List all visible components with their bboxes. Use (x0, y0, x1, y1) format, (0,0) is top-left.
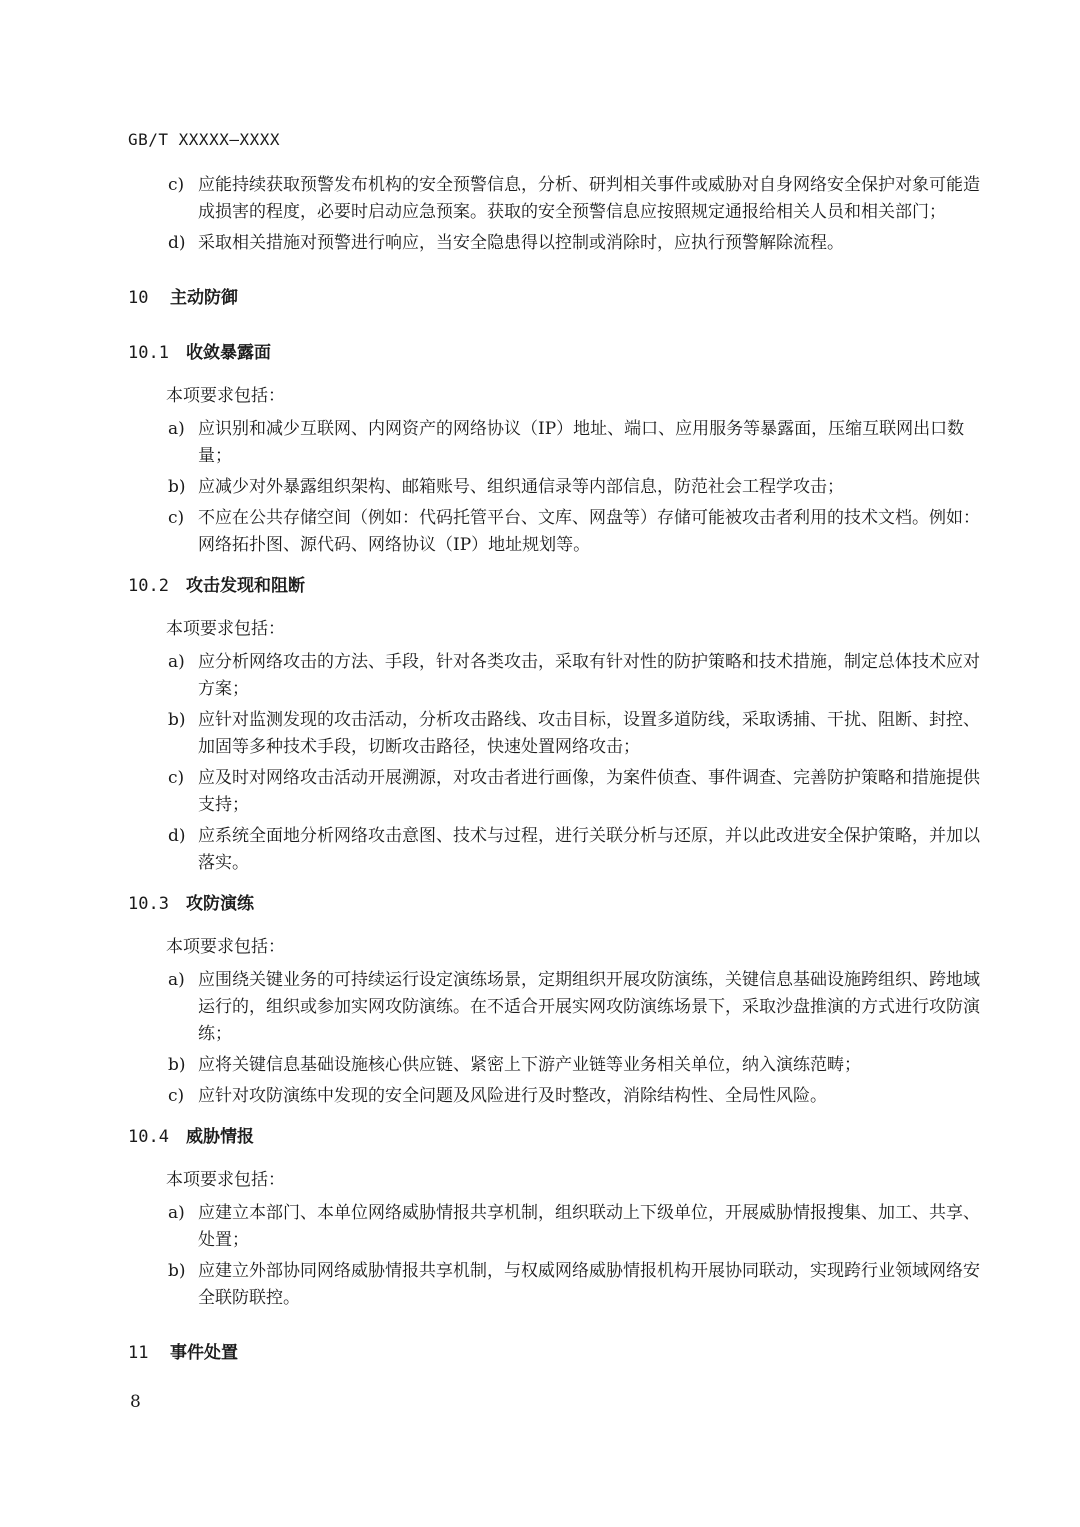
list-text: 应针对监测发现的攻击活动，分析攻击路线、攻击目标，设置多道防线，采取诱捕、干扰、阻断、封控、加固等多种技术手段，切断攻击路径，快速处置网络攻击； (198, 710, 980, 757)
list-marker: a) (168, 652, 185, 672)
list-marker: c) (168, 1086, 185, 1106)
list-item (128, 1052, 980, 1079)
list-text: 应针对攻防演练中发现的安全问题及风险进行及时整改，消除结构性、全局性风险。 (198, 1086, 827, 1106)
subsection-number: 10.3 (128, 894, 169, 914)
requirements-intro: 本项要求包括： (166, 1170, 285, 1190)
section-title: 主动防御 (170, 288, 238, 308)
section-heading-10 (128, 285, 980, 312)
section-title: 事件处置 (170, 1343, 238, 1363)
requirements-intro: 本项要求包括： (166, 937, 285, 957)
list-item (128, 230, 980, 257)
subsection-title: 威胁情报 (186, 1127, 254, 1147)
list-text: 应将关键信息基础设施核心供应链、紧密上下游产业链等业务相关单位，纳入演练范畴； (198, 1055, 861, 1075)
list-item (128, 172, 980, 226)
list-text: 应系统全面地分析网络攻击意图、技术与过程，进行关联分析与还原，并以此改进安全保护策略，并加以落实。 (198, 826, 980, 873)
list-marker: b) (168, 477, 186, 497)
list-item (128, 474, 980, 501)
list-marker: d) (168, 826, 186, 846)
list-item (128, 505, 980, 559)
list-text: 不应在公共存储空间（例如：代码托管平台、文库、网盘等）存储可能被攻击者利用的技术文档。例如：网络拓扑图、源代码、网络协议（IP）地址规划等。 (198, 508, 980, 555)
list-text: 应建立本部门、本单位网络威胁情报共享机制，组织联动上下级单位，开展威胁情报搜集、加工、共享、处置； (198, 1203, 980, 1250)
subsection-title: 攻防演练 (186, 894, 254, 914)
list-item (128, 1200, 980, 1254)
list-marker: b) (168, 1055, 186, 1075)
requirements-intro: 本项要求包括： (166, 386, 285, 406)
list-marker: a) (168, 970, 185, 990)
list-item (128, 823, 980, 877)
list-marker: b) (168, 710, 186, 730)
requirements-intro: 本项要求包括： (166, 619, 285, 639)
list-text: 应识别和减少互联网、内网资产的网络协议（IP）地址、端口、应用服务等暴露面，压缩互联网出口数量； (198, 419, 965, 466)
subsection-number: 10.2 (128, 576, 169, 596)
document-code-header: GB/T XXXXX—XXXX (128, 130, 280, 149)
list-marker: c) (168, 175, 185, 195)
list-text: 应能持续获取预警发布机构的安全预警信息，分析、研判相关事件或威胁对自身网络安全保护对象可能造成损害的程度，必要时启动应急预案。获取的安全预警信息应按照规定通报给相关人员和相关部门； (198, 175, 980, 222)
list-marker: c) (168, 508, 185, 528)
section-number: 11 (128, 1343, 149, 1363)
subsection-heading-10-4 (128, 1124, 980, 1151)
list-text: 应及时对网络攻击活动开展溯源，对攻击者进行画像，为案件侦查、事件调查、完善防护策略和措施提供支持； (198, 768, 980, 815)
list-marker: a) (168, 419, 185, 439)
subsection-title: 攻击发现和阻断 (186, 576, 305, 596)
list-text: 应分析网络攻击的方法、手段，针对各类攻击，采取有针对性的防护策略和技术措施，制定总体技术应对方案； (198, 652, 980, 699)
list-marker: d) (168, 233, 186, 253)
list-marker: b) (168, 1261, 186, 1281)
subsection-heading-10-3 (128, 891, 980, 918)
section-number: 10 (128, 288, 149, 308)
subsection-heading-10-2 (128, 573, 980, 600)
list-text: 应建立外部协同网络威胁情报共享机制，与权威网络威胁情报机构开展协同联动，实现跨行业领域网络安全联防联控。 (198, 1261, 980, 1308)
subsection-heading-10-1 (128, 340, 980, 367)
list-marker: a) (168, 1203, 185, 1223)
list-item (128, 416, 980, 470)
list-item (128, 1258, 980, 1312)
subsection-number: 10.4 (128, 1127, 169, 1147)
list-item (128, 649, 980, 703)
list-item (128, 707, 980, 761)
list-text: 采取相关措施对预警进行响应，当安全隐患得以控制或消除时，应执行预警解除流程。 (198, 233, 844, 253)
list-item (128, 967, 980, 1048)
page-number: 8 (130, 1392, 141, 1412)
list-text: 应围绕关键业务的可持续运行设定演练场景，定期组织开展攻防演练，关键信息基础设施跨组织、跨地域运行的，组织或参加实网攻防演练。在不适合开展实网攻防演练场景下，采取沙盘推演的方式进行攻防演练； (198, 970, 980, 1044)
list-text: 应减少对外暴露组织架构、邮箱账号、组织通信录等内部信息，防范社会工程学攻击； (198, 477, 844, 497)
list-item (128, 1083, 980, 1110)
list-item (128, 765, 980, 819)
page-content (128, 172, 980, 1367)
section-heading-11 (128, 1340, 980, 1367)
list-marker: c) (168, 768, 185, 788)
subsection-title: 收敛暴露面 (186, 343, 271, 363)
subsection-number: 10.1 (128, 343, 169, 363)
